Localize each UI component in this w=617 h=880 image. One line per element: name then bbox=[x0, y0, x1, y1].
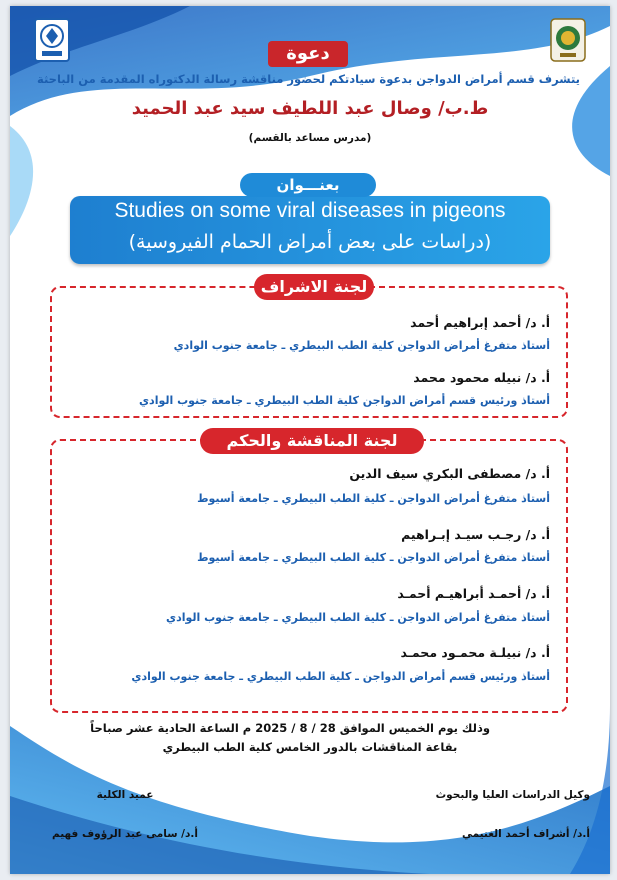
supervisor-name: أ. د/ نبيله محمود محمد bbox=[413, 370, 550, 385]
examiner-affiliation: أستاذ متفرغ أمراض الدواجن ـ كلية الطب البيطري ـ جامعة أسيوط bbox=[197, 492, 550, 505]
defense-date: وذلك يوم الخميس الموافق 28 / 8 / 2025 م الساعة الحادية عشر صباحاً bbox=[90, 721, 490, 735]
university-logo-icon bbox=[34, 18, 70, 62]
invitation-poster bbox=[10, 6, 610, 874]
dean-name: أ.د/ سامى عبد الرؤوف فهيم bbox=[51, 828, 198, 840]
dean-title: عميد الكلية bbox=[96, 789, 154, 801]
candidate-title: (مدرس مساعد بالقسم) bbox=[248, 132, 372, 144]
supervisor-affiliation: أستاذ ورئيس قسم أمراض الدواجن كلية الطب البيطري ـ جامعة جنوب الوادي bbox=[138, 394, 550, 407]
defense-location: بقاعة المناقشات بالدور الخامس كلية الطب البيطري bbox=[162, 740, 458, 754]
invitation-intro: يتشرف قسم أمراض الدواجن بدعوة سيادتكم لحضور مناقشة رسالة الدكتوراه المقدمة من الباحثة bbox=[36, 72, 580, 86]
invitation-badge: دعوة bbox=[268, 41, 348, 67]
thesis-label: بعنـــوان bbox=[240, 173, 376, 197]
examiner-name: أ. د/ مصطفى البكري سيف الدين bbox=[349, 466, 550, 481]
supervision-committee-label: لجنة الاشراف bbox=[254, 274, 374, 300]
examiner-name: أ. د/ نبيلـة محمـود محمـد bbox=[400, 645, 550, 660]
faculty-logo-icon bbox=[550, 18, 586, 62]
examiner-name: أ. د/ رجـب سيـد إبـراهيم bbox=[401, 527, 550, 542]
examiner-affiliation: أستاذ متفرغ أمراض الدواجن ـ كلية الطب البيطري ـ جامعة أسيوط bbox=[197, 551, 550, 564]
examiner-affiliation: أستاذ ورئيس قسم أمراض الدواجن ـ كلية الطب البيطري ـ جامعة جنوب الوادي bbox=[131, 670, 550, 683]
supervisor-name: أ. د/ أحمد إبراهيم أحمد bbox=[410, 315, 550, 330]
vice-dean-name: أ.د/ أشراف أحمد الغنيمي bbox=[461, 828, 590, 840]
thesis-title-arabic: (دراسات على بعض أمراض الحمام الفيروسية) bbox=[128, 231, 492, 253]
candidate-name: ط.ب/ وصال عبد اللطيف سيد عبد الحميد bbox=[131, 98, 489, 119]
examiner-affiliation: أستاذ متفرغ أمراض الدواجن ـ كلية الطب البيطري ـ جامعة جنوب الوادي bbox=[166, 611, 550, 624]
examination-committee-label: لجنة المناقشة والحكم bbox=[200, 428, 424, 454]
examiner-name: أ. د/ أحمـد أبراهيـم أحمـد bbox=[397, 586, 550, 601]
vice-dean-title: وكيل الدراسات العليا والبحوث bbox=[435, 789, 590, 801]
thesis-title-english: Studies on some viral diseases in pigeons bbox=[114, 199, 506, 222]
supervisor-affiliation: أستاذ متفرغ أمراض الدواجن كلية الطب البيطري ـ جامعة جنوب الوادي bbox=[173, 339, 550, 352]
